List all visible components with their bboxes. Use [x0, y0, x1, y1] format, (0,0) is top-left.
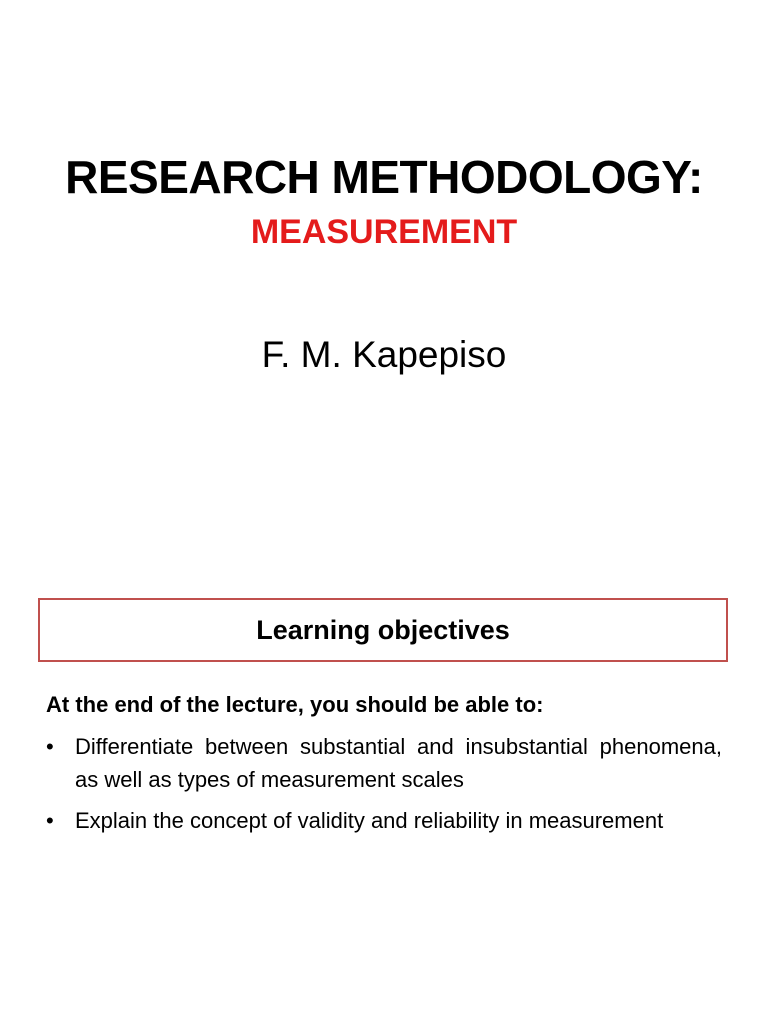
slide-title: RESEARCH METHODOLOGY: — [65, 151, 703, 203]
title-slide — [0, 0, 768, 500]
list-item-text: Differentiate between substantial and insubstantial phenomena, as well as types of measurement scales — [75, 734, 722, 792]
bullet-icon: • — [46, 734, 54, 759]
author-name: F. M. Kapepiso — [261, 334, 507, 375]
slide-subtitle: MEASUREMENT — [250, 213, 518, 251]
objectives-intro: At the end of the lecture, you should be able to: — [46, 692, 544, 717]
objectives-list — [46, 730, 722, 845]
objectives-heading-box — [38, 598, 728, 662]
objectives-heading: Learning objectives — [256, 614, 510, 645]
bullet-icon: • — [46, 808, 54, 833]
objectives-slide — [0, 500, 768, 1024]
list-item — [46, 804, 722, 837]
list-item — [46, 730, 722, 796]
list-item-text: Explain the concept of validity and reliability in measurement — [75, 808, 664, 833]
